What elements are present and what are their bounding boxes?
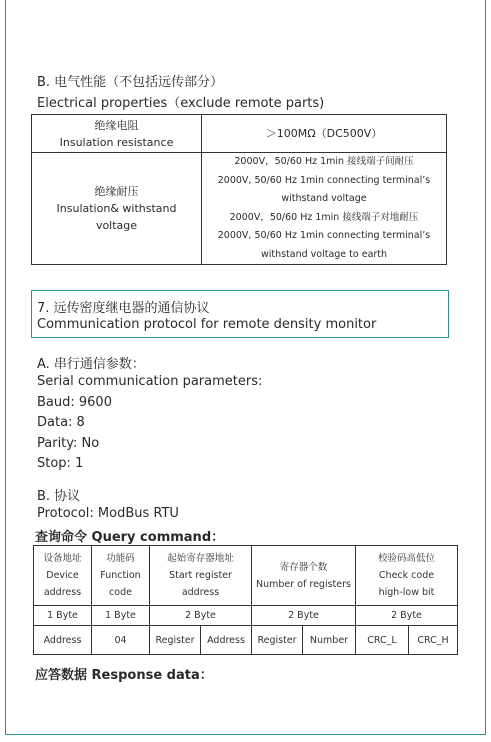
data-bits: Data: 8 (37, 415, 85, 430)
header-register-count (252, 546, 356, 606)
label-cn: 绝缘电阻 (94, 118, 139, 132)
header-line: Device (46, 570, 79, 581)
header-check-code (356, 546, 458, 606)
section-7-title-en: Communication protocol for remote density monitor (37, 317, 377, 332)
header-line: 校验码高低位 (377, 553, 435, 564)
withstand-voltage-value (202, 153, 447, 265)
header-start-register (150, 546, 252, 606)
value-line: withstand voltage to earth (260, 248, 388, 260)
header-device-address (34, 546, 92, 606)
label-en: Insulation& withstand (56, 202, 177, 215)
value-cell: CRC_L (356, 626, 409, 655)
size-cell: 1 Byte (34, 606, 92, 626)
label-en: voltage (95, 219, 138, 232)
serial-title-en: Serial communication parameters: (37, 374, 263, 389)
electrical-properties-table (31, 114, 447, 265)
size-cell: 2 Byte (356, 606, 458, 626)
value-cell: 04 (92, 626, 150, 655)
header-line: address (181, 587, 220, 598)
value-cell: Register (252, 626, 303, 655)
value-cell: Number (303, 626, 356, 655)
value-line: 2000V, 50/60 Hz 1min connecting terminal’s (217, 174, 431, 186)
query-command-table (33, 545, 458, 655)
table-row (34, 626, 458, 655)
value-line: withstand voltage (281, 193, 367, 204)
header-line: 起始寄存器地址 (167, 553, 234, 564)
baud-rate: Baud: 9600 (37, 395, 112, 410)
header-line: Check code (378, 570, 435, 581)
table-row (34, 546, 458, 606)
insulation-resistance-value: ＞100MΩ（DC500V） (202, 115, 447, 153)
table-row (32, 153, 447, 265)
section-b-title-en: Electrical properties（exclude remote parts) (37, 96, 325, 111)
header-line: high-low bit (378, 587, 435, 598)
protocol-title-cn: B. 协议 (37, 489, 81, 504)
label-en: Insulation resistance (59, 135, 174, 149)
header-line: address (43, 587, 82, 598)
value-cell: Address (201, 626, 252, 655)
section-7-title-cn: 7. 远传密度继电器的通信协议 (37, 301, 210, 316)
header-line: Function (100, 570, 141, 581)
value-line: 2000V，50/60 Hz 1min 接线端子对地耐压 (229, 211, 419, 223)
value-line: 2000V, 50/60 Hz 1min connecting terminal’s (217, 230, 431, 241)
query-command-title: 查询命令 Query command： (35, 530, 225, 545)
header-line: 设备地址 (43, 553, 82, 564)
value-cell: Register (150, 626, 201, 655)
protocol-line: Protocol: ModBus RTU (37, 506, 179, 521)
parity: Parity: No (37, 436, 100, 451)
table-row (34, 606, 458, 626)
header-function-code (92, 546, 150, 606)
section-b-title-cn: B. 电气性能（不包括远传部分） (37, 75, 224, 90)
label-cn: 绝缘耐压 (94, 185, 139, 198)
value-cell: CRC_H (409, 626, 458, 655)
size-cell: 2 Byte (252, 606, 356, 626)
table-row (32, 115, 447, 153)
size-cell: 1 Byte (92, 606, 150, 626)
header-line: 功能码 (106, 553, 135, 564)
value-cell: Address (34, 626, 92, 655)
header-line: Start register (169, 570, 232, 581)
header-line: 寄存器个数 (279, 561, 328, 573)
size-cell: 2 Byte (150, 606, 252, 626)
value-line: 2000V，50/60 Hz 1min 接线端子间耐压 (234, 156, 414, 167)
stop-bits: Stop: 1 (37, 456, 84, 471)
insulation-resistance-label (32, 115, 202, 153)
header-line: Number of registers (256, 578, 351, 590)
response-data-title: 应答数据 Response data： (35, 668, 213, 683)
withstand-voltage-label (32, 153, 202, 265)
header-line: code (109, 587, 132, 598)
serial-title-cn: A. 串行通信参数： (37, 357, 145, 372)
